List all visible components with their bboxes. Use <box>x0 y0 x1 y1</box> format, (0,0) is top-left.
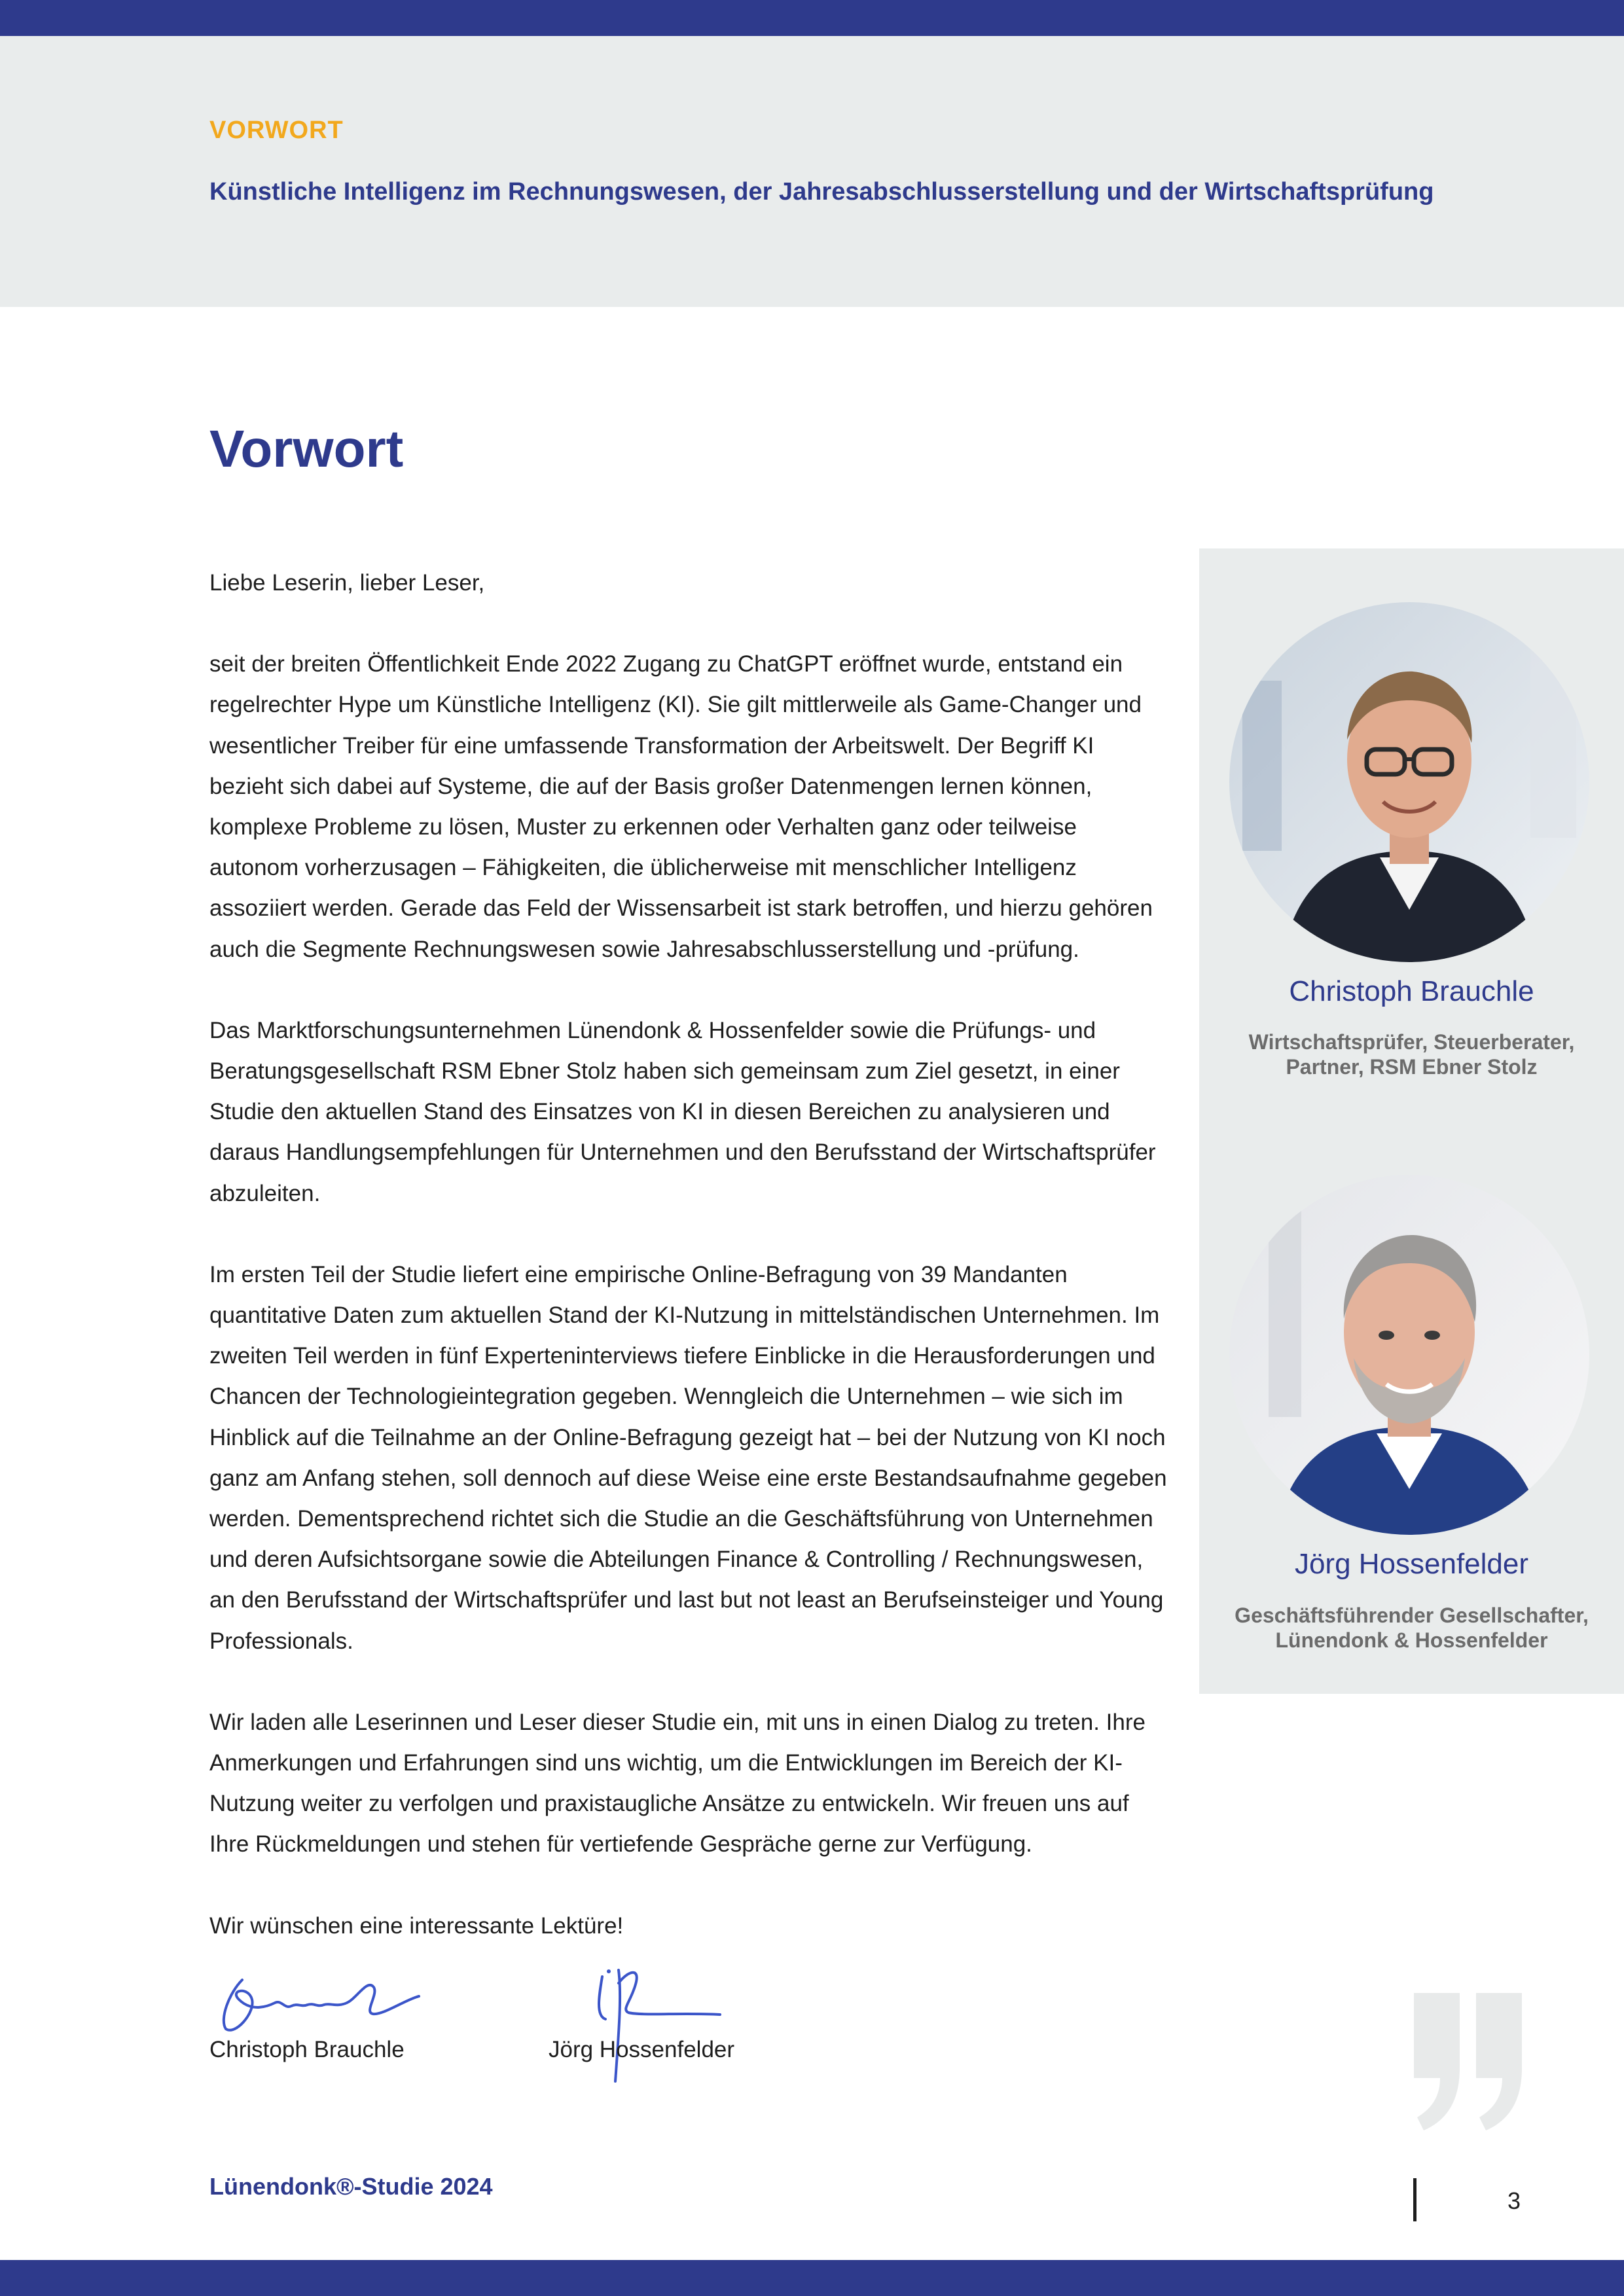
portrait-joerg-hossenfelder <box>1229 1175 1589 1535</box>
person-role-hossenfelder-line2: Lünendonk & Hossenfelder <box>1275 1628 1548 1652</box>
portrait-christoph-brauchle <box>1229 602 1589 962</box>
person-name-hossenfelder: Jörg Hossenfelder <box>1294 1548 1529 1580</box>
person-role-hossenfelder-line1: Geschäftsführender Gesellschafter, <box>1235 1604 1589 1627</box>
person-role-brauchle-line1: Wirtschaftsprüfer, Steuerberater, <box>1248 1030 1575 1054</box>
quote-mark-icon <box>1411 1990 1528 2134</box>
letter-paragraph: Wir laden alle Leserinnen und Leser dieser Studie ein, mit uns in einen Dialog zu treten. Ihre Anmerkungen und Erfahrungen sind uns wichtig, um die Entwicklungen im Bereich der KI-Nutzung weiter zu verfolgen und praxistaugliche Ansätze zu entwickeln. Wir freuen uns auf Ihre Rückmeldungen und stehen für vertiefende Gespräche gerne zur Verfügung. <box>209 1709 1146 1857</box>
letter-paragraph: seit der breiten Öffentlichkeit Ende 2022 Zugang zu ChatGPT eröffnet wurde, entstand ein regelrechter Hype um Künstliche Intelligenz (KI). Sie gilt mittlerweile als Game-Changer und wesentlicher Treiber für eine umfassende Transformation der Arbeitswelt. Der Begriff KI bezieht sich dabei auf Systeme, die auf der Basis großer Datenmengen lernen können, komplexe Probleme zu lösen, Muster zu erkennen oder Verhalten ganz oder teilweise autonom vorherzusagen – Fähigkeiten, die üblicherweise mit menschlicher Intelligenz assoziiert werden. Gerade das Feld der Wissensarbeit ist stark betroffen, und hierzu gehören auch die Segmente Rechnungswesen sowie Jahresabschlusserstellung und -prüfung. <box>209 651 1153 962</box>
footer-divider <box>1413 2178 1416 2221</box>
letter-greeting: Liebe Leserin, lieber Leser, <box>209 570 485 596</box>
page-title: Vorwort <box>209 420 404 478</box>
top-accent-bar <box>0 0 1624 36</box>
section-label: VORWORT <box>209 117 344 144</box>
header-subtitle: Künstliche Intelligenz im Rechnungswesen, der Jahresabschlusserstellung und der Wirtschaftsprüfung <box>209 178 1434 206</box>
letter-paragraph: Das Marktforschungsunternehmen Lünendonk & Hossenfelder sowie die Prüfungs- und Beratungsgesellschaft RSM Ebner Stolz haben sich gemeinsam zum Ziel gesetzt, in einer Studie den aktuellen Stand des Einsatzes von KI in diesen Bereichen zu analysieren und daraus Handlungsempfehlungen für Unternehmen und den Berufsstand der Wirtschaftsprüfer abzuleiten. <box>209 1017 1156 1206</box>
signature-hossenfelder <box>583 1957 740 2088</box>
letter-paragraph: Im ersten Teil der Studie liefert eine empirische Online-Befragung von 39 Mandanten quantitative Daten zum aktuellen Stand der KI-Nutzung in mittelständischen Unternehmen. Im zweiten Teil werden in fünf Experteninterviews tiefere Einblicke in die Herausforderungen und Chancen der Technologieintegration gegeben. Wenngleich die Unternehmen – wie sich im Hinblick auf die Teilnahme an der Online-Befragung gezeigt hat – bei der Nutzung von KI noch ganz am Anfang stehen, soll dennoch auf diese Weise eine erste Bestandsaufnahme gegeben werden. Dementsprechend richtet sich die Studie an die Geschäftsführung von Unternehmen und deren Aufsichtsorgane sowie die Abteilungen Finance & Controlling / Rechnungswesen, an den Berufsstand der Wirtschaftsprüfer und last but not least an Berufseinsteiger und Young Professionals. <box>209 1261 1167 1654</box>
footer-brand: Lünendonk®-Studie 2024 <box>209 2173 493 2200</box>
signature-brauchle <box>216 1967 425 2039</box>
person-name-brauchle: Christoph Brauchle <box>1289 975 1534 1007</box>
signature-name-brauchle: Christoph Brauchle <box>209 2037 405 2062</box>
page-number: 3 <box>1507 2187 1521 2214</box>
letter-body <box>209 563 1172 1946</box>
header-band <box>0 36 1624 307</box>
bottom-accent-bar <box>0 2260 1624 2296</box>
signature-name-hossenfelder: Jörg Hossenfelder <box>549 2037 735 2062</box>
person-role-brauchle-line2: Partner, RSM Ebner Stolz <box>1286 1055 1538 1079</box>
letter-closing: Wir wünschen eine interessante Lektüre! <box>209 1912 624 1939</box>
